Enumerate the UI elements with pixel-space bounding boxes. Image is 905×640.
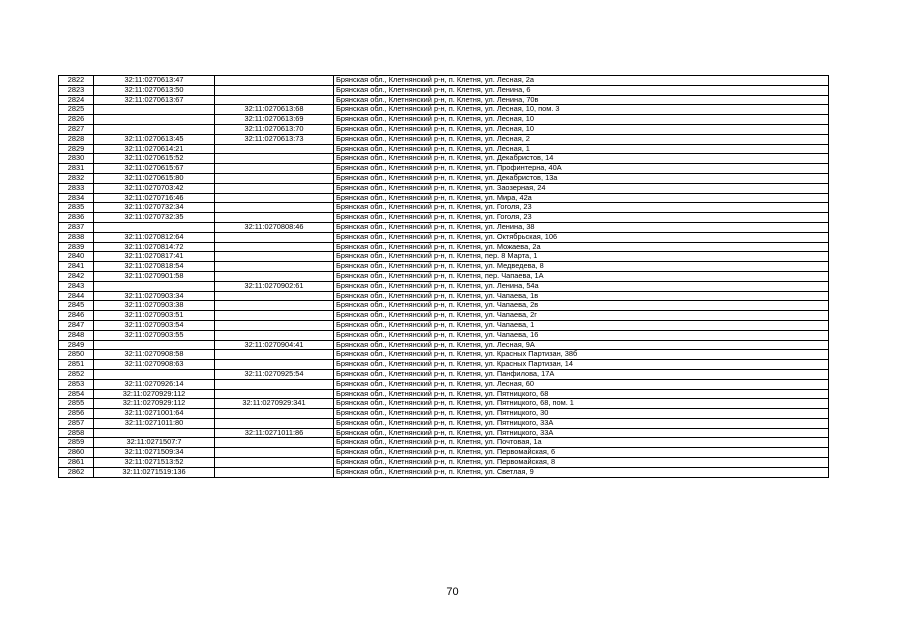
address-cell: Брянская обл., Клетнянский р-н, п. Клетня, ул. Лесная, 10 (334, 115, 829, 125)
address-cell: Брянская обл., Клетнянский р-н, п. Клетня, ул. Медведева, 8 (334, 262, 829, 272)
address-cell: Брянская обл., Клетнянский р-н, п. Клетня, ул. Лесная, 60 (334, 379, 829, 389)
cadastral-number-secondary-cell: 32:11:0270613:70 (215, 124, 334, 134)
cadastral-number-cell: 32:11:0270703:42 (94, 183, 215, 193)
row-number-cell: 2860 (59, 448, 94, 458)
table-row (59, 213, 829, 223)
cadastral-number-secondary-cell: 32:11:0270808:46 (215, 222, 334, 232)
row-number-cell: 2822 (59, 76, 94, 86)
row-number-cell: 2825 (59, 105, 94, 115)
row-number-cell: 2851 (59, 360, 94, 370)
table-row (59, 467, 829, 477)
cadastral-number-cell: 32:11:0270818:54 (94, 262, 215, 272)
property-register-table (58, 75, 829, 478)
address-cell: Брянская обл., Клетнянский р-н, п. Клетня, ул. Декабристов, 14 (334, 154, 829, 164)
row-number-cell: 2843 (59, 281, 94, 291)
row-number-cell: 2823 (59, 85, 94, 95)
cadastral-number-cell: 32:11:0270613:45 (94, 134, 215, 144)
address-cell: Брянская обл., Клетнянский р-н, п. Клетня, ул. Чапаева, 2в (334, 301, 829, 311)
address-cell: Брянская обл., Клетнянский р-н, п. Клетня, ул. Октябрьская, 106 (334, 232, 829, 242)
cadastral-number-secondary-cell (215, 330, 334, 340)
cadastral-number-secondary-cell (215, 232, 334, 242)
cadastral-number-secondary-cell (215, 154, 334, 164)
cadastral-number-cell: 32:11:0270615:67 (94, 164, 215, 174)
address-cell: Брянская обл., Клетнянский р-н, п. Клетня, ул. Чапаева, 16 (334, 330, 829, 340)
row-number-cell: 2844 (59, 291, 94, 301)
cadastral-number-secondary-cell (215, 409, 334, 419)
cadastral-number-cell (94, 105, 215, 115)
cadastral-number-cell: 32:11:0270903:51 (94, 311, 215, 321)
cadastral-number-cell: 32:11:0270903:55 (94, 330, 215, 340)
cadastral-number-cell: 32:11:0271513:52 (94, 458, 215, 468)
table-row (59, 448, 829, 458)
cadastral-number-cell: 32:11:0270929:112 (94, 399, 215, 409)
table-row (59, 438, 829, 448)
row-number-cell: 2834 (59, 193, 94, 203)
address-cell: Брянская обл., Клетнянский р-н, п. Клетня, ул. Лесная, 2 (334, 134, 829, 144)
row-number-cell: 2842 (59, 271, 94, 281)
cadastral-number-secondary-cell (215, 262, 334, 272)
cadastral-number-secondary-cell (215, 360, 334, 370)
table-row (59, 115, 829, 125)
address-cell: Брянская обл., Клетнянский р-н, п. Клетня, ул. Лесная, 9А (334, 340, 829, 350)
cadastral-number-secondary-cell (215, 252, 334, 262)
cadastral-number-cell: 32:11:0270613:67 (94, 95, 215, 105)
address-cell: Брянская обл., Клетнянский р-н, п. Клетня, ул. Гоголя, 23 (334, 213, 829, 223)
address-cell: Брянская обл., Клетнянский р-н, п. Клетня, ул. Ленина, 70в (334, 95, 829, 105)
row-number-cell: 2858 (59, 428, 94, 438)
cadastral-number-secondary-cell (215, 448, 334, 458)
address-cell: Брянская обл., Клетнянский р-н, п. Клетня, ул. Первомайская, 6 (334, 448, 829, 458)
table-row (59, 428, 829, 438)
table-row (59, 124, 829, 134)
cadastral-number-cell: 32:11:0270903:54 (94, 320, 215, 330)
cadastral-number-secondary-cell: 32:11:0270902:61 (215, 281, 334, 291)
cadastral-number-secondary-cell (215, 271, 334, 281)
cadastral-number-secondary-cell: 32:11:0270904:41 (215, 340, 334, 350)
row-number-cell: 2859 (59, 438, 94, 448)
row-number-cell: 2828 (59, 134, 94, 144)
row-number-cell: 2835 (59, 203, 94, 213)
address-cell: Брянская обл., Клетнянский р-н, п. Клетня, ул. Пятницкого, 33А (334, 428, 829, 438)
row-number-cell: 2832 (59, 173, 94, 183)
cadastral-number-secondary-cell (215, 183, 334, 193)
table-row (59, 134, 829, 144)
cadastral-number-secondary-cell (215, 164, 334, 174)
cadastral-number-cell: 32:11:0270926:14 (94, 379, 215, 389)
cadastral-number-cell (94, 369, 215, 379)
address-cell: Брянская обл., Клетнянский р-н, п. Клетня, пер. 8 Марта, 1 (334, 252, 829, 262)
cadastral-number-secondary-cell (215, 85, 334, 95)
cadastral-number-cell (94, 281, 215, 291)
address-cell: Брянская обл., Клетнянский р-н, п. Клетня, ул. Пятницкого, 33А (334, 418, 829, 428)
table-row (59, 203, 829, 213)
table-row (59, 409, 829, 419)
cadastral-number-cell (94, 428, 215, 438)
address-cell: Брянская обл., Клетнянский р-н, п. Клетня, ул. Мира, 42а (334, 193, 829, 203)
cadastral-number-secondary-cell: 32:11:0270929:341 (215, 399, 334, 409)
cadastral-number-cell: 32:11:0270614:21 (94, 144, 215, 154)
table-row (59, 222, 829, 232)
cadastral-number-cell: 32:11:0270613:47 (94, 76, 215, 86)
cadastral-number-secondary-cell (215, 379, 334, 389)
cadastral-number-secondary-cell (215, 301, 334, 311)
page-number: 70 (446, 586, 459, 598)
cadastral-number-secondary-cell: 32:11:0270925:54 (215, 369, 334, 379)
row-number-cell: 2827 (59, 124, 94, 134)
cadastral-number-cell: 32:11:0270732:35 (94, 213, 215, 223)
cadastral-number-secondary-cell (215, 311, 334, 321)
address-cell: Брянская обл., Клетнянский р-н, п. Клетня, ул. Пятницкого, 68, пом. 1 (334, 399, 829, 409)
table-row (59, 350, 829, 360)
table-row (59, 291, 829, 301)
cadastral-number-secondary-cell (215, 76, 334, 86)
address-cell: Брянская обл., Клетнянский р-н, п. Клетня, ул. Заозерная, 24 (334, 183, 829, 193)
cadastral-number-secondary-cell (215, 291, 334, 301)
address-cell: Брянская обл., Клетнянский р-н, п. Клетня, ул. Лесная, 10, пом. 3 (334, 105, 829, 115)
cadastral-number-cell: 32:11:0270817:41 (94, 252, 215, 262)
cadastral-number-secondary-cell (215, 458, 334, 468)
cadastral-number-secondary-cell (215, 350, 334, 360)
table-row (59, 144, 829, 154)
cadastral-number-cell: 32:11:0271519:136 (94, 467, 215, 477)
cadastral-number-cell: 32:11:0270903:38 (94, 301, 215, 311)
cadastral-number-cell: 32:11:0270615:52 (94, 154, 215, 164)
cadastral-number-secondary-cell (215, 389, 334, 399)
cadastral-number-secondary-cell (215, 418, 334, 428)
cadastral-number-secondary-cell (215, 203, 334, 213)
address-cell: Брянская обл., Клетнянский р-н, п. Клетня, ул. Декабристов, 13а (334, 173, 829, 183)
address-cell: Брянская обл., Клетнянский р-н, п. Клетня, ул. Ленина, 38 (334, 222, 829, 232)
row-number-cell: 2841 (59, 262, 94, 272)
cadastral-number-secondary-cell: 32:11:0270613:68 (215, 105, 334, 115)
address-cell: Брянская обл., Клетнянский р-н, п. Клетня, ул. Первомайская, 8 (334, 458, 829, 468)
address-cell: Брянская обл., Клетнянский р-н, п. Клетня, ул. Чапаева, 1в (334, 291, 829, 301)
cadastral-number-secondary-cell (215, 193, 334, 203)
address-cell: Брянская обл., Клетнянский р-н, п. Клетня, ул. Можаева, 2а (334, 242, 829, 252)
address-cell: Брянская обл., Клетнянский р-н, п. Клетня, ул. Красных Партизан, 38б (334, 350, 829, 360)
row-number-cell: 2829 (59, 144, 94, 154)
table-row (59, 311, 829, 321)
address-cell: Брянская обл., Клетнянский р-н, п. Клетня, пер. Чапаева, 1А (334, 271, 829, 281)
address-cell: Брянская обл., Клетнянский р-н, п. Клетня, ул. Ленина, 54а (334, 281, 829, 291)
table-row (59, 301, 829, 311)
table-row (59, 154, 829, 164)
table-row (59, 281, 829, 291)
row-number-cell: 2831 (59, 164, 94, 174)
cadastral-number-cell: 32:11:0270814:72 (94, 242, 215, 252)
table-row (59, 95, 829, 105)
row-number-cell: 2862 (59, 467, 94, 477)
row-number-cell: 2845 (59, 301, 94, 311)
row-number-cell: 2833 (59, 183, 94, 193)
table-body (59, 76, 829, 478)
row-number-cell: 2855 (59, 399, 94, 409)
address-cell: Брянская обл., Клетнянский р-н, п. Клетня, ул. Пятницкого, 68 (334, 389, 829, 399)
address-cell: Брянская обл., Клетнянский р-н, п. Клетня, ул. Лесная, 1 (334, 144, 829, 154)
address-cell: Брянская обл., Клетнянский р-н, п. Клетня, ул. Лесная, 2а (334, 76, 829, 86)
cadastral-number-secondary-cell (215, 320, 334, 330)
cadastral-number-secondary-cell: 32:11:0270613:69 (215, 115, 334, 125)
cadastral-number-secondary-cell: 32:11:0271011:86 (215, 428, 334, 438)
row-number-cell: 2837 (59, 222, 94, 232)
row-number-cell: 2853 (59, 379, 94, 389)
cadastral-number-secondary-cell (215, 144, 334, 154)
row-number-cell: 2847 (59, 320, 94, 330)
address-cell: Брянская обл., Клетнянский р-н, п. Клетня, ул. Светлая, 9 (334, 467, 829, 477)
cadastral-number-cell (94, 340, 215, 350)
cadastral-number-cell (94, 124, 215, 134)
cadastral-number-secondary-cell: 32:11:0270613:73 (215, 134, 334, 144)
cadastral-number-secondary-cell (215, 242, 334, 252)
row-number-cell: 2836 (59, 213, 94, 223)
cadastral-number-cell: 32:11:0270908:63 (94, 360, 215, 370)
row-number-cell: 2850 (59, 350, 94, 360)
cadastral-number-cell: 32:11:0271001:64 (94, 409, 215, 419)
table-row (59, 262, 829, 272)
address-cell: Брянская обл., Клетнянский р-н, п. Клетня, ул. Панфилова, 17А (334, 369, 829, 379)
row-number-cell: 2839 (59, 242, 94, 252)
table-row (59, 340, 829, 350)
table-row (59, 360, 829, 370)
table-row (59, 379, 829, 389)
cadastral-number-cell: 32:11:0271507:7 (94, 438, 215, 448)
row-number-cell: 2848 (59, 330, 94, 340)
row-number-cell: 2849 (59, 340, 94, 350)
address-cell: Брянская обл., Клетнянский р-н, п. Клетня, ул. Гоголя, 23 (334, 203, 829, 213)
row-number-cell: 2830 (59, 154, 94, 164)
cadastral-number-cell: 32:11:0270716:46 (94, 193, 215, 203)
table-row (59, 252, 829, 262)
row-number-cell: 2846 (59, 311, 94, 321)
cadastral-number-secondary-cell (215, 213, 334, 223)
cadastral-number-secondary-cell (215, 173, 334, 183)
table-row (59, 458, 829, 468)
address-cell: Брянская обл., Клетнянский р-н, п. Клетня, ул. Ленина, 6 (334, 85, 829, 95)
table-row (59, 399, 829, 409)
cadastral-number-cell: 32:11:0270613:50 (94, 85, 215, 95)
address-cell: Брянская обл., Клетнянский р-н, п. Клетня, ул. Профинтерна, 40А (334, 164, 829, 174)
address-cell: Брянская обл., Клетнянский р-н, п. Клетня, ул. Красных Партизан, 14 (334, 360, 829, 370)
row-number-cell: 2861 (59, 458, 94, 468)
cadastral-number-cell (94, 222, 215, 232)
cadastral-number-cell: 32:11:0271011:80 (94, 418, 215, 428)
row-number-cell: 2838 (59, 232, 94, 242)
row-number-cell: 2840 (59, 252, 94, 262)
table-row (59, 320, 829, 330)
cadastral-number-cell: 32:11:0271509:34 (94, 448, 215, 458)
row-number-cell: 2824 (59, 95, 94, 105)
cadastral-number-secondary-cell (215, 95, 334, 105)
cadastral-number-cell: 32:11:0270908:58 (94, 350, 215, 360)
cadastral-number-secondary-cell (215, 467, 334, 477)
address-cell: Брянская обл., Клетнянский р-н, п. Клетня, ул. Лесная, 10 (334, 124, 829, 134)
row-number-cell: 2857 (59, 418, 94, 428)
table-row (59, 242, 829, 252)
cadastral-number-cell: 32:11:0270812:64 (94, 232, 215, 242)
table-row (59, 193, 829, 203)
address-cell: Брянская обл., Клетнянский р-н, п. Клетня, ул. Пятницкого, 30 (334, 409, 829, 419)
table-row (59, 85, 829, 95)
cadastral-number-cell: 32:11:0270732:34 (94, 203, 215, 213)
table-row (59, 232, 829, 242)
table-row (59, 369, 829, 379)
table-row (59, 183, 829, 193)
row-number-cell: 2826 (59, 115, 94, 125)
table-row (59, 271, 829, 281)
cadastral-number-cell (94, 115, 215, 125)
table-row (59, 76, 829, 86)
table-row (59, 389, 829, 399)
cadastral-number-cell: 32:11:0270929:112 (94, 389, 215, 399)
cadastral-number-secondary-cell (215, 438, 334, 448)
table-row (59, 164, 829, 174)
cadastral-number-cell: 32:11:0270901:58 (94, 271, 215, 281)
table-row (59, 173, 829, 183)
address-cell: Брянская обл., Клетнянский р-н, п. Клетня, ул. Чапаева, 2г (334, 311, 829, 321)
address-cell: Брянская обл., Клетнянский р-н, п. Клетня, ул. Почтовая, 1а (334, 438, 829, 448)
address-cell: Брянская обл., Клетнянский р-н, п. Клетня, ул. Чапаева, 1 (334, 320, 829, 330)
cadastral-number-cell: 32:11:0270615:80 (94, 173, 215, 183)
table-row (59, 105, 829, 115)
table-row (59, 330, 829, 340)
row-number-cell: 2856 (59, 409, 94, 419)
row-number-cell: 2852 (59, 369, 94, 379)
table-row (59, 418, 829, 428)
row-number-cell: 2854 (59, 389, 94, 399)
cadastral-number-cell: 32:11:0270903:34 (94, 291, 215, 301)
